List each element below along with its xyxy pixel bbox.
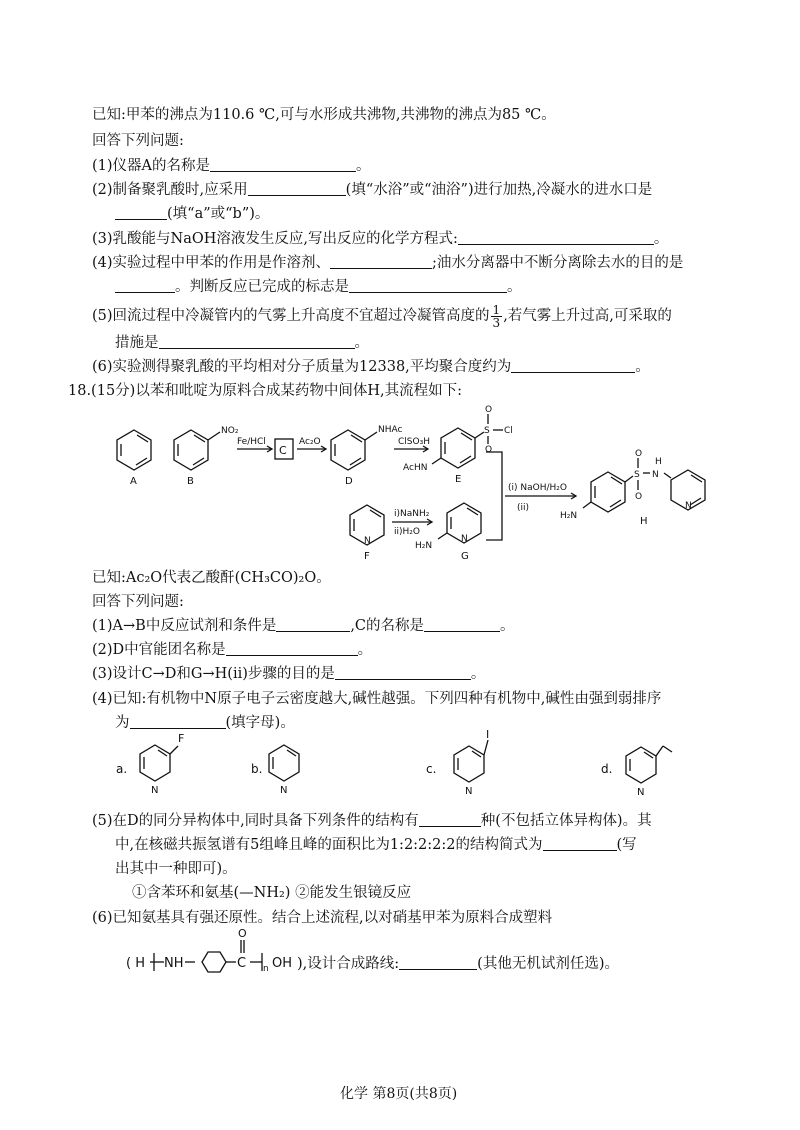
option-a-label: a. <box>116 762 128 776</box>
q18-1: (1)A→B中反应试剂和条件是 ,C的名称是 。 <box>92 618 515 634</box>
q18-5-conditions: ①含苯环和氨基(—NH₂) ②能发生银镜反应 <box>132 885 412 901</box>
substituent-i: I <box>486 728 490 741</box>
oxygen-h-top: O <box>635 449 643 459</box>
nhac-group: NHAc <box>378 425 403 435</box>
achn-group: AcHN <box>403 463 428 473</box>
sulfur-h: S <box>634 470 640 480</box>
option-d-nitrogen: N <box>637 787 645 798</box>
reagent-naoh: (i) NaOH/H₂O <box>508 483 567 493</box>
option-a-nitrogen: N <box>151 785 159 796</box>
answer-blank[interactable] <box>543 836 617 851</box>
q18-answer-heading: 回答下列问题: <box>92 594 184 610</box>
q18-3: (3)设计C→D和G→H(ii)步骤的目的是 。 <box>92 666 486 682</box>
aminopyridine-g <box>438 503 481 543</box>
fraction-one-third: $\frac{1}{3}$ <box>492 302 501 330</box>
q18-4-cont: 为 (填字母)。 <box>115 715 295 731</box>
option-b-pyridine <box>269 745 299 781</box>
polymer-h: ( H <box>126 956 145 971</box>
answer-blank[interactable] <box>226 641 358 656</box>
q17-5-cont: 措施是 。 <box>115 335 369 351</box>
sulfur-e: S <box>484 426 490 436</box>
benzene-a <box>117 430 151 470</box>
oxygen-h-bottom: O <box>635 492 643 502</box>
q17-2-cont: (填“a”或“b”)。 <box>115 205 269 223</box>
label-e: E <box>455 474 462 485</box>
acetanilide-d <box>331 430 377 470</box>
reagent-clso3h: ClSO₃H <box>398 437 430 447</box>
polymer-n: n <box>263 964 269 974</box>
nitrogen-h-ring: N <box>685 501 692 511</box>
bracket-e-g <box>486 452 502 540</box>
q17-6: (6)实验测得聚乳酸的平均相对分子质量为12338,平均聚合度约为 。 <box>92 359 650 375</box>
option-a-fluoropyridine <box>140 745 178 781</box>
label-h: H <box>640 516 648 527</box>
nitrogen-h: N <box>652 470 659 480</box>
q17-3: (3)乳酸能与NaOH溶液发生反应,写出反应的化学方程式: 。 <box>92 231 669 247</box>
answer-blank[interactable] <box>424 617 500 632</box>
q18-5: (5)在D的同分异构体中,同时具备下列条件的结构有 种(不包括立体异构体)。其 <box>92 813 652 829</box>
polymer-c: C <box>237 956 247 971</box>
q18-2: (2)D中官能团名称是 。 <box>92 642 373 658</box>
option-c-nitrogen: N <box>465 786 473 797</box>
q18-known: 已知:Ac₂O代表乙酸酐(CH₃CO)₂O。 <box>92 570 331 586</box>
reagent-ac2o: Ac₂O <box>299 437 321 447</box>
amino-g: H₂N <box>415 541 433 551</box>
option-b-label: b. <box>251 762 263 776</box>
label-f: F <box>364 551 370 562</box>
nitrogen-g: N <box>461 534 468 544</box>
page-footer: 化学 第8页(共8页) <box>340 1086 458 1102</box>
label-a: A <box>130 476 137 487</box>
nitrobenzene-b <box>174 430 220 470</box>
answer-blank[interactable] <box>335 665 471 680</box>
reagent-h2o: ii)H₂O <box>394 527 420 537</box>
answer-heading: 回答下列问题: <box>92 133 184 149</box>
chlorine: Cl <box>504 426 513 436</box>
q17-1: (1)仪器A的名称是 。 <box>92 158 371 174</box>
known-toluene: 已知:甲苯的沸点为110.6 ℃,可与水形成共沸物,共沸物的沸点为85 ℃。 <box>92 107 556 123</box>
option-d-label: d. <box>601 762 613 776</box>
q17-4: (4)实验过程中甲苯的作用是作溶剂、 ;油水分离器中不断分离除去水的目的是 <box>92 255 684 271</box>
polymer-o: O <box>238 927 247 940</box>
substituent-f: F <box>178 732 185 745</box>
sulfonyl-chloride-e <box>432 414 503 468</box>
nitrogen-f: N <box>364 536 371 546</box>
polymer-nh: NH <box>164 956 184 971</box>
reagent-step-ii: (ii) <box>517 503 530 513</box>
answer-blank[interactable] <box>419 812 481 827</box>
label-d: D <box>345 476 353 487</box>
q18-6-cont: ),设计合成路线: (其他无机试剂任选)。 <box>297 956 619 972</box>
option-c-iodopyridine <box>454 740 488 782</box>
label-g: G <box>461 551 469 562</box>
reagent-nanh2: i)NaNH₂ <box>394 509 430 519</box>
option-d-ethylpyridine <box>626 746 672 783</box>
answer-blank[interactable] <box>399 955 477 970</box>
oxygen-bottom: O <box>485 445 493 455</box>
q17-2: (2)制备聚乳酸时,应采用 (填“水浴”或“油浴”)进行加热,冷凝水的进水口是 <box>92 182 653 198</box>
label-c: C <box>279 444 287 457</box>
nitro-group: NO₂ <box>221 426 239 436</box>
q18-stem: 18.(15分)以苯和吡啶为原料合成某药物中间体H,其流程如下: <box>68 383 462 399</box>
option-b-nitrogen: N <box>280 785 288 796</box>
q18-5-cont2: 出其中一种即可)。 <box>115 861 237 877</box>
label-b: B <box>187 476 194 487</box>
hydrogen-h: H <box>655 457 662 467</box>
q17-5: (5)回流过程中冷凝管内的气雾上升高度不宜超过冷凝管高度的 $\frac{1}{3}$ ,若气雾上升过高,可采取的 <box>92 302 672 330</box>
q18-4: (4)已知:有机物中N原子电子云密度越大,碱性越强。下列四种有机物中,碱性由强到弱排序 <box>92 691 662 707</box>
oxygen-top: O <box>485 405 493 415</box>
reagent-fe-hcl: Fe/HCl <box>237 437 266 447</box>
option-c-label: c. <box>426 762 437 776</box>
answer-blank[interactable] <box>130 714 226 729</box>
q17-4-cont: 。判断反应已完成的标志是 。 <box>115 278 522 296</box>
polymer-oh: OH <box>272 956 293 971</box>
q18-6: (6)已知氨基具有强还原性。结合上述流程,以对硝基甲苯为原料合成塑料 <box>92 910 553 926</box>
amino-h: H₂N <box>560 511 578 521</box>
answer-blank[interactable] <box>276 617 350 632</box>
q18-5-cont: 中,在核磁共振氢谱有5组峰且峰的面积比为1:2:2:2:2的结构简式为 (写 <box>115 837 637 853</box>
